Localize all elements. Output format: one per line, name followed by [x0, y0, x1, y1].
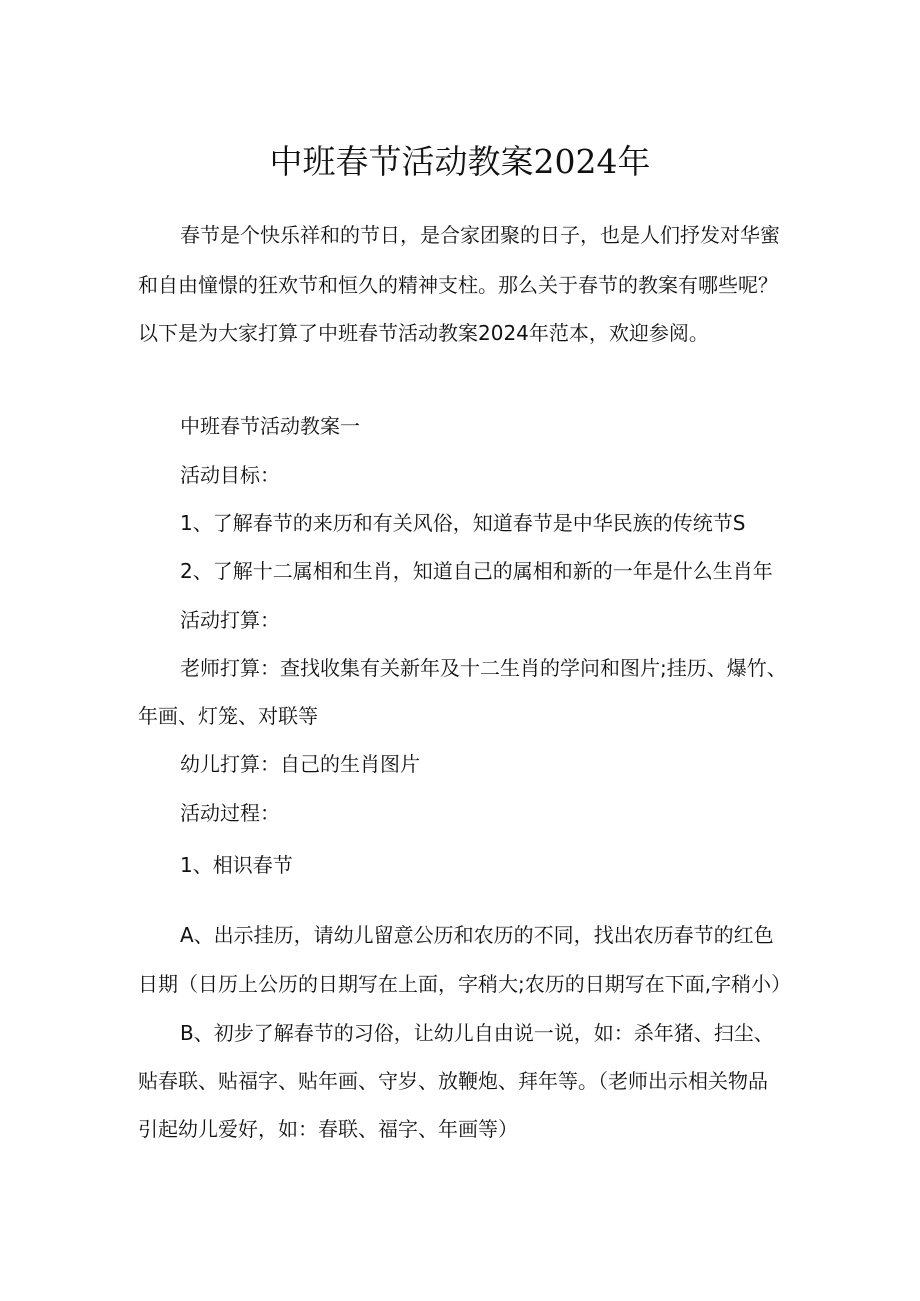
intro-line-3: 以下是为大家打算了中班春节活动教案2024年范本，欢迎参阅。 — [138, 321, 709, 345]
document-title: 中班春节活动教案2024年 — [269, 142, 651, 181]
child-prep: 幼儿打算：自己的生肖图片 — [180, 752, 420, 776]
intro-line-1: 春节是个快乐祥和的节日，是合家团聚的日子，也是人们抒发对华蜜 — [180, 223, 780, 247]
step-b-line-3: 引起幼儿爱好，如：春联、福字、年画等） — [138, 1117, 518, 1141]
step-b-line-1: B、初步了解春节的习俗，让幼儿自由说一说，如：杀年猪、扫尘、 — [180, 1021, 774, 1045]
step-1: 1、相识春节 — [180, 853, 293, 877]
step-a-line-2: 日期（日历上公历的日期写在上面，字稍大;农历的日期写在下面,字稍小） — [138, 972, 792, 996]
process-label: 活动过程： — [180, 801, 280, 825]
section-heading: 中班春节活动教案一 — [180, 414, 360, 438]
teacher-prep-line-2: 年画、灯笼、对联等 — [138, 704, 318, 728]
intro-line-2: 和自由憧憬的狂欢节和恒久的精神支柱。那么关于春节的教案有哪些呢？ — [138, 273, 778, 297]
goal-1: 1、了解春节的来历和有关风俗，知道春节是中华民族的传统节S — [180, 511, 746, 535]
teacher-prep-line-1: 老师打算：查找收集有关新年及十二生肖的学问和图片;挂历、爆竹、 — [180, 656, 787, 680]
prep-label: 活动打算： — [180, 608, 280, 632]
goals-label: 活动目标： — [180, 463, 280, 487]
goal-2: 2、了解十二属相和生肖，知道自己的属相和新的一年是什么生肖年 — [180, 559, 773, 583]
step-a-line-1: A、出示挂历，请幼儿留意公历和农历的不同，找出农历春节的红色 — [180, 923, 774, 947]
step-b-line-2: 贴春联、贴福字、贴年画、守岁、放鞭炮、拜年等。（老师出示相关物品 — [138, 1069, 768, 1093]
